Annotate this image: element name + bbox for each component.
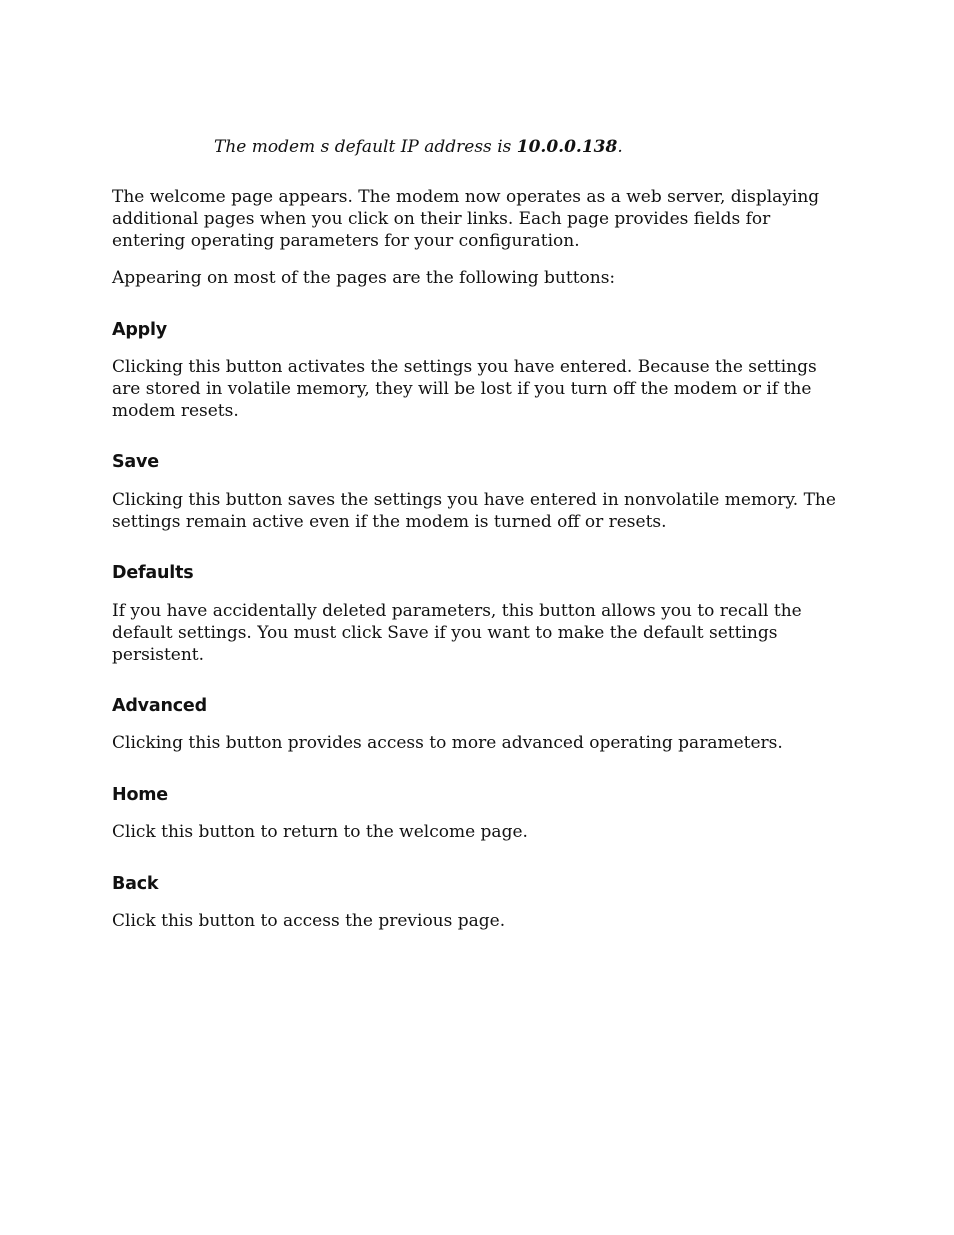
- default-ip-address: 10.0.0.138: [516, 137, 618, 157]
- section-body-home: Click this button to return to the welcome page.: [112, 822, 528, 842]
- section-heading-advanced: Advanced: [112, 696, 207, 716]
- section-heading-defaults: Defaults: [112, 563, 194, 583]
- section-body-advanced: Clicking this button provides access to more advanced operating parameters.: [112, 733, 783, 753]
- default-ip-note: [214, 135, 623, 159]
- buttons-intro-paragraph: Appearing on most of the pages are the following buttons:: [112, 268, 616, 288]
- section-body-save: Clicking this button saves the settings you have entered in nonvolatile memory. The settings remain active even if the modem is turned off or resets.: [112, 490, 836, 532]
- note-prefix: The modem s default IP address is: [214, 137, 517, 157]
- intro-paragraph: The welcome page appears. The modem now operates as a web server, displaying additional pages when you click on their links. Each page provides fields for entering operating parameters for your configuration.: [112, 187, 820, 251]
- section-heading-apply: Apply: [112, 320, 168, 340]
- section-body-apply: Clicking this button activates the settings you have entered. Because the settings are stored in volatile memory, they will be lost if you turn off the modem or if the modem resets.: [112, 357, 817, 421]
- section-heading-home: Home: [112, 785, 168, 805]
- section-heading-back: Back: [112, 874, 159, 894]
- section-body-defaults: If you have accidentally deleted parameters, this button allows you to recall the default settings. You must click Save if you want to make the default settings persistent.: [112, 601, 802, 665]
- section-heading-save: Save: [112, 452, 159, 472]
- section-body-back: Click this button to access the previous page.: [112, 911, 506, 931]
- note-suffix: .: [617, 137, 623, 157]
